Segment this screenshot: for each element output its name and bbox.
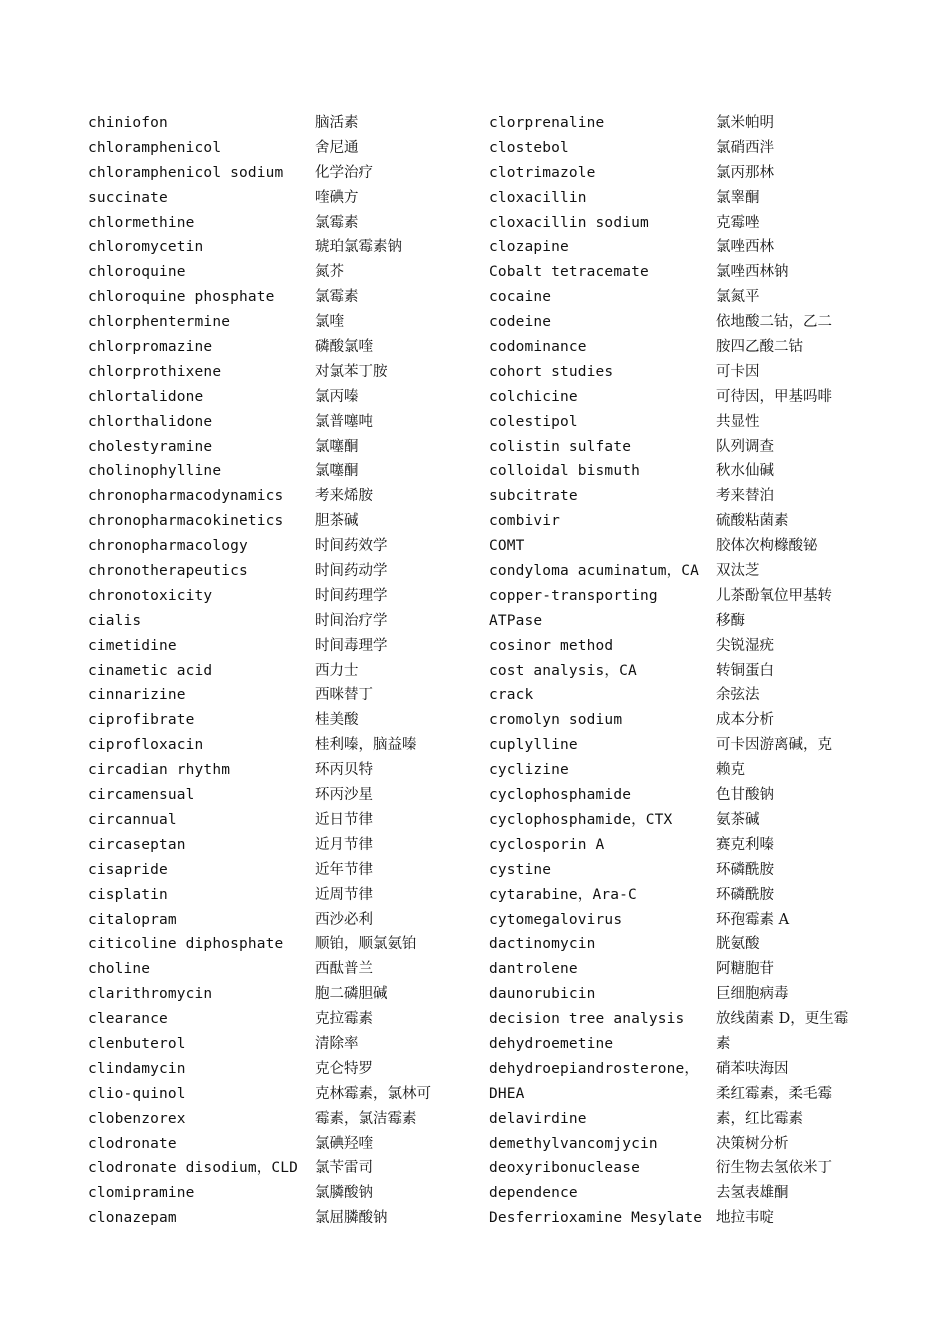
term-entry: 柔红霉素，柔毛霉 bbox=[716, 1085, 832, 1102]
term-entry: copper-transporting bbox=[489, 587, 658, 604]
term-entry: 可卡因 bbox=[716, 363, 760, 380]
term-entry: deoxyribonuclease bbox=[489, 1160, 640, 1177]
term-entry: 氯唑西林钠 bbox=[716, 264, 789, 281]
term-entry: 时间药效学 bbox=[315, 538, 388, 555]
term-entry: 近月节律 bbox=[315, 836, 373, 853]
term-entry: dehydroemetine bbox=[489, 1035, 614, 1052]
term-entry: ATPase bbox=[489, 612, 543, 629]
term-entry: chloroquine phosphate bbox=[88, 289, 275, 306]
term-entry: colloidal bismuth bbox=[489, 463, 640, 480]
term-entry: colchicine bbox=[489, 388, 578, 405]
chinese-terms-column-1 bbox=[315, 111, 485, 1231]
term-entry: chlorphentermine bbox=[88, 314, 231, 331]
term-entry: Desferrioxamine Mesylate bbox=[489, 1210, 703, 1227]
term-entry: ciprofibrate bbox=[88, 712, 195, 729]
term-entry: 胆茶碱 bbox=[315, 513, 359, 530]
term-entry: chronopharmacokinetics bbox=[88, 513, 284, 530]
term-entry: cystine bbox=[489, 861, 552, 878]
term-entry: 脑活素 bbox=[315, 115, 359, 131]
term-entry: subcitrate bbox=[489, 488, 578, 505]
term-entry: COMT bbox=[489, 538, 525, 555]
term-entry: cisapride bbox=[88, 861, 168, 878]
term-entry: 氮芥 bbox=[315, 264, 344, 281]
term-entry: cocaine bbox=[489, 289, 552, 306]
term-entry: combivir bbox=[489, 513, 561, 530]
term-entry: chloromycetin bbox=[88, 239, 204, 256]
term-entry: 桂美酸 bbox=[315, 712, 359, 729]
term-entry: 磷酸氯喹 bbox=[315, 339, 373, 356]
term-entry: 硫酸粘菌素 bbox=[716, 513, 789, 530]
term-entry: 环磷酰胺 bbox=[716, 861, 774, 878]
term-entry: 舍尼通 bbox=[315, 139, 359, 156]
term-entry: ciprofloxacin bbox=[88, 737, 204, 754]
term-entry: 桂利嗪，脑益嗪 bbox=[315, 737, 417, 754]
term-entry: cytomegalovirus bbox=[489, 911, 623, 928]
term-entry: codominance bbox=[489, 339, 587, 356]
term-entry: 氯噻酮 bbox=[315, 463, 359, 480]
term-entry: 克林霉素，氯林可 bbox=[315, 1085, 431, 1102]
term-entry: clotrimazole bbox=[489, 164, 596, 181]
term-entry: decision tree analysis bbox=[489, 1011, 685, 1028]
term-entry: 余弦法 bbox=[716, 687, 760, 704]
term-entry: 环孢霉素 A bbox=[716, 911, 790, 928]
term-entry: cholinophylline bbox=[88, 463, 222, 480]
term-entry: 可卡因游离碱，克 bbox=[716, 737, 832, 754]
term-entry: 氯霉素 bbox=[315, 289, 359, 306]
term-entry: 环丙贝特 bbox=[315, 762, 373, 779]
term-entry: DHEA bbox=[489, 1085, 525, 1102]
term-entry: 放线菌素 D，更生霉 bbox=[716, 1011, 849, 1028]
term-entry: 移酶 bbox=[716, 612, 745, 629]
term-entry: clobenzorex bbox=[88, 1110, 186, 1127]
term-entry: 转铜蛋白 bbox=[716, 662, 774, 679]
term-entry: clenbuterol bbox=[88, 1035, 186, 1052]
term-entry: choline bbox=[88, 961, 151, 978]
term-entry: 决策树分析 bbox=[716, 1135, 789, 1152]
term-entry: clozapine bbox=[489, 239, 569, 256]
term-entry: cyclophosphamide bbox=[489, 787, 632, 804]
term-entry: chloramphenicol bbox=[88, 139, 222, 156]
term-entry: 双汰芝 bbox=[716, 563, 760, 580]
term-entry: 克霉唑 bbox=[716, 214, 760, 231]
term-entry: cyclosporin A bbox=[489, 836, 605, 853]
term-entry: cloxacillin sodium bbox=[489, 214, 649, 231]
english-terms-column-2 bbox=[489, 111, 711, 1231]
term-entry: chlortalidone bbox=[88, 388, 204, 405]
term-entry: 西沙必利 bbox=[315, 911, 373, 928]
term-entry: demethylvancomjycin bbox=[489, 1135, 658, 1152]
term-entry: 氯膦酸钠 bbox=[315, 1185, 373, 1202]
term-entry: cimetidine bbox=[88, 637, 177, 654]
term-entry: chloramphenicol sodium bbox=[88, 164, 284, 181]
chinese-terms-column-2 bbox=[716, 111, 916, 1231]
term-entry: chronopharmacology bbox=[88, 538, 248, 555]
term-entry: 去氢表雄酮 bbox=[716, 1185, 789, 1202]
term-entry: citalopram bbox=[88, 911, 177, 928]
term-entry: cholestyramine bbox=[88, 438, 213, 455]
term-entry: 可待因，甲基吗啡 bbox=[716, 388, 832, 405]
term-entry: clodronate bbox=[88, 1135, 177, 1152]
term-entry: 胶体次枸橼酸铋 bbox=[716, 538, 818, 555]
term-entry: clorprenaline bbox=[489, 115, 605, 131]
term-entry: colistin sulfate bbox=[489, 438, 632, 455]
term-entry: cuplylline bbox=[489, 737, 578, 754]
term-entry: 赛克利嗪 bbox=[716, 836, 774, 853]
term-entry: citicoline diphosphate bbox=[88, 936, 284, 953]
term-entry: 考来烯胺 bbox=[315, 488, 373, 505]
term-entry: 时间药动学 bbox=[315, 563, 388, 580]
term-entry: 西力士 bbox=[315, 662, 359, 679]
term-entry: 西咪替丁 bbox=[315, 687, 373, 704]
term-entry: cosinor method bbox=[489, 637, 614, 654]
term-entry: circadian rhythm bbox=[88, 762, 231, 779]
term-entry: chronotoxicity bbox=[88, 587, 213, 604]
term-entry: cisplatin bbox=[88, 886, 168, 903]
term-entry: 氯硝西泮 bbox=[716, 139, 774, 156]
term-entry: 氯米帕明 bbox=[716, 115, 774, 131]
term-entry: 近日节律 bbox=[315, 811, 373, 828]
term-entry: 清除率 bbox=[315, 1035, 359, 1052]
term-entry: 共显性 bbox=[716, 413, 760, 430]
term-entry: codeine bbox=[489, 314, 552, 331]
term-entry: chlorprothixene bbox=[88, 363, 222, 380]
english-terms-column-1 bbox=[88, 111, 310, 1231]
term-entry: colestipol bbox=[489, 413, 578, 430]
term-entry: 近年节律 bbox=[315, 861, 373, 878]
term-entry: crack bbox=[489, 687, 534, 704]
term-entry: 胺四乙酸二钴 bbox=[716, 339, 803, 356]
term-entry: chloroquine bbox=[88, 264, 186, 281]
term-entry: 对氯苯丁胺 bbox=[315, 363, 388, 380]
term-entry: cinametic acid bbox=[88, 662, 213, 679]
term-entry: cytarabine，Ara-C bbox=[489, 886, 637, 903]
term-entry: delavirdine bbox=[489, 1110, 587, 1127]
term-entry: 时间毒理学 bbox=[315, 637, 388, 654]
term-entry: dantrolene bbox=[489, 961, 578, 978]
term-entry: dehydroepiandrosterone， bbox=[489, 1060, 700, 1077]
term-entry: chlorpromazine bbox=[88, 339, 213, 356]
term-entry: chlorthalidone bbox=[88, 413, 213, 430]
term-entry: 氯噻酮 bbox=[315, 438, 359, 455]
term-entry: 成本分析 bbox=[716, 712, 774, 729]
term-entry: 氯霉素 bbox=[315, 214, 359, 231]
term-entry: 克仑特罗 bbox=[315, 1060, 373, 1077]
term-entry: circamensual bbox=[88, 787, 195, 804]
term-entry: dactinomycin bbox=[489, 936, 596, 953]
term-entry: Cobalt tetracemate bbox=[489, 264, 649, 281]
term-entry: clearance bbox=[88, 1011, 168, 1028]
term-entry: 克拉霉素 bbox=[315, 1011, 373, 1028]
term-entry: 阿糖胞苷 bbox=[716, 961, 774, 978]
term-entry: 氯丙嗪 bbox=[315, 388, 359, 405]
term-entry: 氯丙那林 bbox=[716, 164, 774, 181]
term-entry: 胞二磷胆碱 bbox=[315, 986, 388, 1003]
term-entry: clodronate disodium，CLD bbox=[88, 1160, 299, 1177]
term-entry: daunorubicin bbox=[489, 986, 596, 1003]
term-entry: condyloma acuminatum，CA bbox=[489, 563, 700, 580]
term-entry: 氯碘羟喹 bbox=[315, 1135, 373, 1152]
term-entry: 赖克 bbox=[716, 762, 745, 779]
term-entry: 喹碘方 bbox=[315, 189, 359, 206]
term-entry: cialis bbox=[88, 612, 142, 629]
term-entry: 氯屈膦酸钠 bbox=[315, 1210, 388, 1227]
term-entry: 霉素，氯洁霉素 bbox=[315, 1110, 417, 1127]
term-entry: chlormethine bbox=[88, 214, 195, 231]
term-entry: 顺铂，顺氯氨铂 bbox=[315, 936, 417, 953]
term-entry: cost analysis，CA bbox=[489, 662, 637, 679]
term-entry: 氯苄雷司 bbox=[315, 1160, 373, 1177]
term-entry: 氯氮平 bbox=[716, 289, 760, 306]
term-entry: cyclizine bbox=[489, 762, 569, 779]
term-entry: chiniofon bbox=[88, 115, 168, 131]
term-entry: cinnarizine bbox=[88, 687, 186, 704]
term-entry: 环磷酰胺 bbox=[716, 886, 774, 903]
term-entry: clarithromycin bbox=[88, 986, 213, 1003]
term-entry: 考来替泊 bbox=[716, 488, 774, 505]
term-entry: chronotherapeutics bbox=[88, 563, 248, 580]
term-entry: 秋水仙碱 bbox=[716, 463, 774, 480]
term-entry: 地拉韦啶 bbox=[716, 1210, 774, 1227]
term-entry: clio-quinol bbox=[88, 1085, 186, 1102]
term-entry: clindamycin bbox=[88, 1060, 186, 1077]
term-entry: circaseptan bbox=[88, 836, 186, 853]
term-entry: succinate bbox=[88, 189, 168, 206]
term-entry: 色甘酸钠 bbox=[716, 787, 774, 804]
term-entry: 胱氨酸 bbox=[716, 936, 760, 953]
term-entry: chronopharmacodynamics bbox=[88, 488, 284, 505]
term-entry: 西酞普兰 bbox=[315, 961, 373, 978]
term-entry: 琥珀氯霉素钠 bbox=[315, 239, 402, 256]
term-entry: clomipramine bbox=[88, 1185, 195, 1202]
term-entry: 尖锐湿疣 bbox=[716, 637, 774, 654]
term-entry: 素 bbox=[716, 1035, 731, 1052]
term-entry: cloxacillin bbox=[489, 189, 587, 206]
term-entry: circannual bbox=[88, 811, 177, 828]
term-entry: cromolyn sodium bbox=[489, 712, 623, 729]
term-entry: 队列调查 bbox=[716, 438, 774, 455]
term-entry: 化学治疗 bbox=[315, 164, 373, 181]
term-entry: 氯喹 bbox=[315, 314, 344, 331]
term-entry: 儿茶酚氧位甲基转 bbox=[716, 587, 832, 604]
term-entry: 氯睾酮 bbox=[716, 189, 760, 206]
term-entry: cyclophosphamide，CTX bbox=[489, 811, 673, 828]
term-entry: 环丙沙星 bbox=[315, 787, 373, 804]
term-entry: clostebol bbox=[489, 139, 569, 156]
term-entry: 衍生物去氢依米丁 bbox=[716, 1160, 832, 1177]
term-entry: 素，红比霉素 bbox=[716, 1110, 803, 1127]
term-entry: 氨茶碱 bbox=[716, 811, 760, 828]
term-entry: 硝苯呋海因 bbox=[716, 1060, 789, 1077]
term-entry: 氯唑西林 bbox=[716, 239, 774, 256]
term-entry: clonazepam bbox=[88, 1210, 177, 1227]
term-entry: 时间治疗学 bbox=[315, 612, 388, 629]
term-entry: dependence bbox=[489, 1185, 578, 1202]
term-entry: cohort studies bbox=[489, 363, 614, 380]
term-entry: 时间药理学 bbox=[315, 587, 388, 604]
term-entry: 依地酸二钴，乙二 bbox=[716, 314, 832, 331]
term-entry: 巨细胞病毒 bbox=[716, 986, 789, 1003]
term-entry: 氯普噻吨 bbox=[315, 413, 373, 430]
term-entry: 近周节律 bbox=[315, 886, 373, 903]
